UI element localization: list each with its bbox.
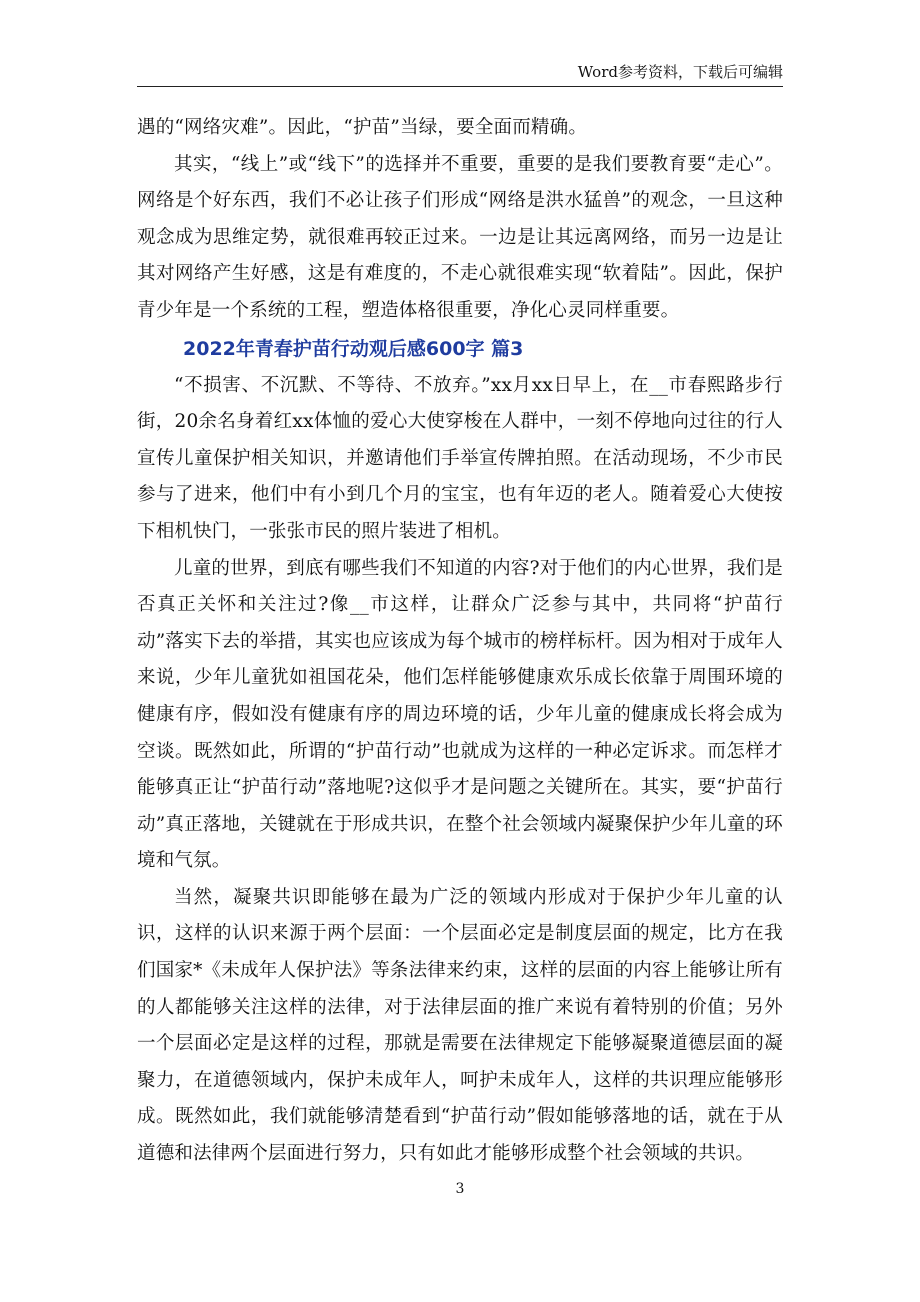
paragraph-event: “不损害、不沉默、不等待、不放弃。”xx月xx日早上，在__市春熙路步行街，20余名身着红xx体恤的爱心大使穿梭在人群中，一刻不停地向过往的行人宣传儿童保护相关知识，并邀请他们手举宣传牌拍照。在活动现场，不少市民参与了进来，他们中有小到几个月的宝宝，也有年迈的老人。随着爱心大使按下相机快门，一张张市民的照片装进了相机。 — [137, 374, 783, 542]
paragraph-children-world: 儿童的世界，到底有哪些我们不知道的内容?对于他们的内心世界，我们是否真正关怀和关注过?像__市这样，让群众广泛参与其中，共同将“护苗行动”落实下去的举措，其实也应该成为每个城市的榜样标杆。因为相对于成年人来说，少年儿童犹如祖国花朵，他们怎样能够健康欢乐成长依靠于周围环境的健康有序，假如没有健康有序的周边环境的话，少年儿童的健康成长将会成为空谈。既然如此，所谓的“护苗行动”也就成为这样的一种必定诉求。而怎样才能够真正让“护苗行动”落地呢?这似乎才是问题之关键所在。其实，要“护苗行动”真正落地，关键就在于形成共识，在整个社会领域内凝聚保护少年儿童的环境和气氛。 — [137, 557, 783, 872]
paragraph-consensus: 当然，凝聚共识即能够在最为广泛的领域内形成对于保护少年儿童的认识，这样的认识来源于两个层面：一个层面必定是制度层面的规定，比方在我们国家*《未成年人保护法》等条法律来约束，这样的层面的内容上能够让所有的人都能够关注这样的法律，对于法律层面的推广来说有着特别的价值；另外一个层面必定是这样的过程，那就是需要在法律规定下能够凝聚道德层面的凝聚力，在道德领域内，保护未成年人，呵护未成年人，这样的共识理应能够形成。既然如此，我们就能够清楚看到“护苗行动”假如能够落地的话，就在于从道德和法律两个层面进行努力，只有如此才能够形成整个社会领域的共识。 — [137, 886, 783, 1165]
paragraph-continuation: 遇的“网络灾难”。因此，“护苗”当绿，要全面而精确。 — [137, 117, 588, 138]
page-number: 3 — [455, 1181, 465, 1197]
paragraph-online-offline: 其实，“线上”或“线下”的选择并不重要，重要的是我们要教育要“走心”。网络是个好东西，我们不必让孩子们形成“网络是洪水猛兽”的观念，一旦这种观念成为思维定势，就很难再较正过来。一边是让其远离网络，而另一边是让其对网络产生好感，这是有难度的，不走心就很难实现“软着陆”。因此，保护青少年是一个系统的工程，塑造体格很重要，净化心灵同样重要。 — [137, 153, 783, 321]
header-text: Word参考资料，下载后可编辑 — [577, 63, 783, 81]
page-header — [137, 62, 783, 87]
section-title: 2022年青春护苗行动观后感600字 篇3 — [183, 337, 524, 360]
document-body — [137, 110, 783, 1173]
